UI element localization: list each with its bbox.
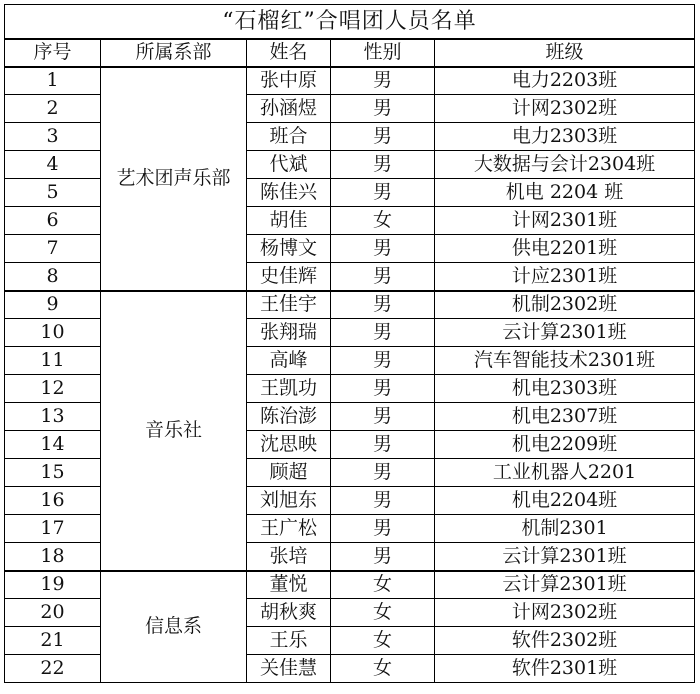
number-cell[interactable]: 10 bbox=[5, 319, 101, 347]
number-cell[interactable]: 11 bbox=[5, 347, 101, 375]
gender-cell[interactable]: 男 bbox=[331, 179, 435, 207]
gender-cell[interactable]: 男 bbox=[331, 459, 435, 487]
number-cell[interactable]: 4 bbox=[5, 151, 101, 179]
number-cell[interactable]: 14 bbox=[5, 431, 101, 459]
class-cell[interactable]: 机电2303班 bbox=[435, 375, 695, 403]
header-cell-name[interactable]: 姓名 bbox=[247, 39, 331, 67]
gender-cell[interactable]: 男 bbox=[331, 543, 435, 571]
name-cell[interactable]: 胡秋爽 bbox=[247, 599, 331, 627]
number-cell[interactable]: 18 bbox=[5, 543, 101, 571]
gender-cell[interactable]: 男 bbox=[331, 515, 435, 543]
name-cell[interactable]: 班合 bbox=[247, 123, 331, 151]
gender-cell[interactable]: 男 bbox=[331, 263, 435, 291]
class-cell[interactable]: 机电2204班 bbox=[435, 487, 695, 515]
name-cell[interactable]: 张中原 bbox=[247, 67, 331, 95]
sheet-title[interactable]: “石榴红”合唱团人员名单 bbox=[5, 5, 695, 39]
class-cell[interactable]: 云计算2301班 bbox=[435, 543, 695, 571]
gender-cell[interactable]: 男 bbox=[331, 347, 435, 375]
gender-cell[interactable]: 女 bbox=[331, 599, 435, 627]
gender-cell[interactable]: 男 bbox=[331, 123, 435, 151]
name-cell[interactable]: 王佳宇 bbox=[247, 291, 331, 319]
number-cell[interactable]: 21 bbox=[5, 627, 101, 655]
gender-cell[interactable]: 男 bbox=[331, 403, 435, 431]
number-cell[interactable]: 20 bbox=[5, 599, 101, 627]
department-cell[interactable]: 艺术团声乐部 bbox=[101, 67, 247, 291]
name-cell[interactable]: 陈治澎 bbox=[247, 403, 331, 431]
department-cell[interactable]: 音乐社 bbox=[101, 291, 247, 571]
name-cell[interactable]: 杨博文 bbox=[247, 235, 331, 263]
class-cell[interactable]: 供电2201班 bbox=[435, 235, 695, 263]
class-cell[interactable]: 汽车智能技术2301班 bbox=[435, 347, 695, 375]
roster-table bbox=[4, 4, 695, 683]
number-cell[interactable]: 3 bbox=[5, 123, 101, 151]
gender-cell[interactable]: 女 bbox=[331, 655, 435, 683]
class-cell[interactable]: 计应2301班 bbox=[435, 263, 695, 291]
gender-cell[interactable]: 男 bbox=[331, 319, 435, 347]
name-cell[interactable]: 胡佳 bbox=[247, 207, 331, 235]
header-row bbox=[5, 39, 695, 67]
number-cell[interactable]: 16 bbox=[5, 487, 101, 515]
name-cell[interactable]: 孙涵煜 bbox=[247, 95, 331, 123]
header-cell-department[interactable]: 所属系部 bbox=[101, 39, 247, 67]
class-cell[interactable]: 计网2302班 bbox=[435, 599, 695, 627]
name-cell[interactable]: 王乐 bbox=[247, 627, 331, 655]
number-cell[interactable]: 1 bbox=[5, 67, 101, 95]
gender-cell[interactable]: 男 bbox=[331, 375, 435, 403]
name-cell[interactable]: 张培 bbox=[247, 543, 331, 571]
class-cell[interactable]: 软件2302班 bbox=[435, 627, 695, 655]
name-cell[interactable]: 刘旭东 bbox=[247, 487, 331, 515]
class-cell[interactable]: 云计算2301班 bbox=[435, 571, 695, 599]
class-cell[interactable]: 机电2209班 bbox=[435, 431, 695, 459]
number-cell[interactable]: 8 bbox=[5, 263, 101, 291]
number-cell[interactable]: 15 bbox=[5, 459, 101, 487]
name-cell[interactable]: 陈佳兴 bbox=[247, 179, 331, 207]
class-cell[interactable]: 机制2302班 bbox=[435, 291, 695, 319]
table-row bbox=[5, 571, 695, 599]
gender-cell[interactable]: 男 bbox=[331, 151, 435, 179]
department-cell[interactable]: 信息系 bbox=[101, 571, 247, 683]
header-cell-gender[interactable]: 性别 bbox=[331, 39, 435, 67]
roster-body bbox=[5, 5, 695, 683]
class-cell[interactable]: 大数据与会计2304班 bbox=[435, 151, 695, 179]
name-cell[interactable]: 关佳慧 bbox=[247, 655, 331, 683]
class-cell[interactable]: 机电 2204 班 bbox=[435, 179, 695, 207]
class-cell[interactable]: 云计算2301班 bbox=[435, 319, 695, 347]
class-cell[interactable]: 机电2307班 bbox=[435, 403, 695, 431]
number-cell[interactable]: 22 bbox=[5, 655, 101, 683]
name-cell[interactable]: 王凯功 bbox=[247, 375, 331, 403]
class-cell[interactable]: 工业机器人2201 bbox=[435, 459, 695, 487]
gender-cell[interactable]: 男 bbox=[331, 95, 435, 123]
gender-cell[interactable]: 男 bbox=[331, 235, 435, 263]
class-cell[interactable]: 软件2301班 bbox=[435, 655, 695, 683]
table-row bbox=[5, 67, 695, 95]
name-cell[interactable]: 史佳辉 bbox=[247, 263, 331, 291]
gender-cell[interactable]: 男 bbox=[331, 431, 435, 459]
header-cell-number[interactable]: 序号 bbox=[5, 39, 101, 67]
gender-cell[interactable]: 男 bbox=[331, 487, 435, 515]
number-cell[interactable]: 6 bbox=[5, 207, 101, 235]
name-cell[interactable]: 高峰 bbox=[247, 347, 331, 375]
class-cell[interactable]: 机制2301 bbox=[435, 515, 695, 543]
name-cell[interactable]: 顾超 bbox=[247, 459, 331, 487]
number-cell[interactable]: 19 bbox=[5, 571, 101, 599]
name-cell[interactable]: 沈思映 bbox=[247, 431, 331, 459]
number-cell[interactable]: 9 bbox=[5, 291, 101, 319]
number-cell[interactable]: 5 bbox=[5, 179, 101, 207]
gender-cell[interactable]: 男 bbox=[331, 67, 435, 95]
header-cell-class[interactable]: 班级 bbox=[435, 39, 695, 67]
number-cell[interactable]: 12 bbox=[5, 375, 101, 403]
number-cell[interactable]: 2 bbox=[5, 95, 101, 123]
class-cell[interactable]: 电力2203班 bbox=[435, 67, 695, 95]
gender-cell[interactable]: 女 bbox=[331, 207, 435, 235]
name-cell[interactable]: 董悦 bbox=[247, 571, 331, 599]
gender-cell[interactable]: 女 bbox=[331, 627, 435, 655]
number-cell[interactable]: 17 bbox=[5, 515, 101, 543]
name-cell[interactable]: 王广松 bbox=[247, 515, 331, 543]
gender-cell[interactable]: 女 bbox=[331, 571, 435, 599]
number-cell[interactable]: 7 bbox=[5, 235, 101, 263]
gender-cell[interactable]: 男 bbox=[331, 291, 435, 319]
table-row bbox=[5, 291, 695, 319]
name-cell[interactable]: 代斌 bbox=[247, 151, 331, 179]
title-row bbox=[5, 5, 695, 39]
number-cell[interactable]: 13 bbox=[5, 403, 101, 431]
class-cell[interactable]: 电力2303班 bbox=[435, 123, 695, 151]
class-cell[interactable]: 计网2302班 bbox=[435, 95, 695, 123]
name-cell[interactable]: 张翔瑞 bbox=[247, 319, 331, 347]
class-cell[interactable]: 计网2301班 bbox=[435, 207, 695, 235]
